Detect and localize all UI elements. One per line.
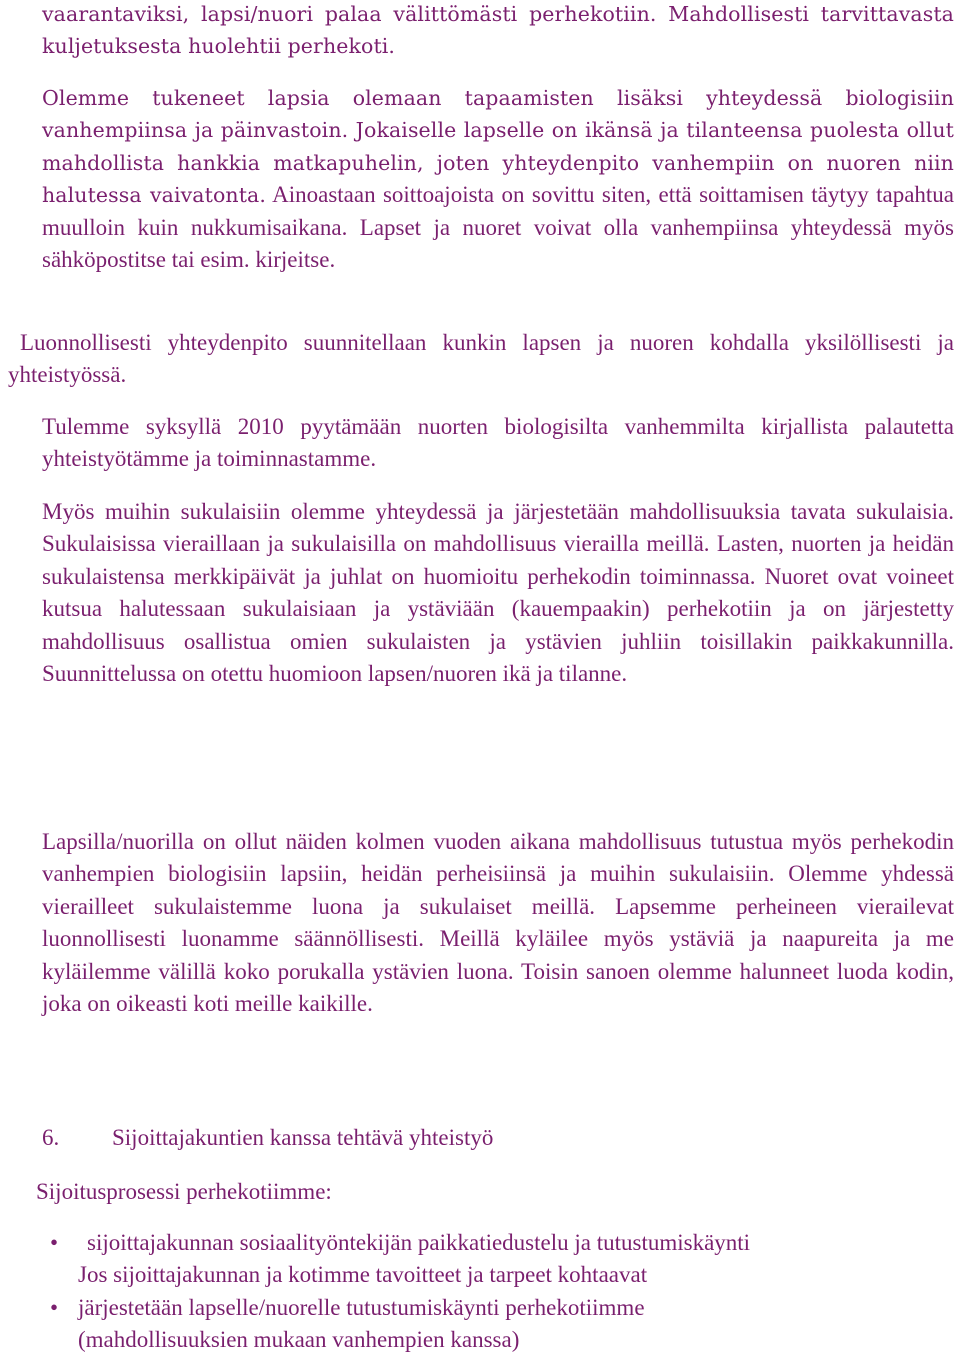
paragraph-text: Lapset ja nuoret voivat olla vanhempiinsa yhteydessä myös sähköpostitse tai esim. kirjeitse.: [42, 214, 954, 273]
paragraph: [42, 826, 954, 1020]
paragraph-text: Tulemme syksyllä 2010 pyytämään nuorten biologisilta vanhemmilta kirjallista palautetta yhteistyötämme ja toiminnastamme.: [42, 414, 954, 472]
paragraph: [42, 411, 954, 476]
bullet-list: [0, 1227, 960, 1356]
list-item-text: Jos sijoittajakunnan ja kotimme tavoitteet ja tarpeet kohtaavat: [78, 1262, 648, 1288]
section-number: 6.: [42, 1125, 60, 1150]
list-item-text: sijoittajakunnan sosiaalityöntekijän paikkatiedustelu ja tutustumiskäynti: [87, 1230, 751, 1255]
paragraph-text: Olemme tukeneet lapsia olemaan tapaamisten lisäksi yhteydessä biologisiin vanhempiinsa ja päinvastoin. Jokaiselle lapselle on ikänsä ja tilanteensa puolesta ollut mahdollista hankkia matkapuhelin, joten yhteydenpito vanhempiin on nuoren niin halutessa vaivatonta.: [42, 86, 954, 208]
bullet-icon: •: [50, 1294, 59, 1320]
list-intro: Sijoitusprosessi perhekotiimme:: [36, 1179, 332, 1204]
paragraph: [8, 327, 954, 392]
section-heading: [42, 1122, 493, 1154]
list-item-text: järjestetään lapselle/nuorelle tutustumiskäynti perhekotiimme: [78, 1294, 645, 1320]
list-item: [0, 1292, 960, 1357]
list-item: [0, 1227, 960, 1292]
list-item-text: (mahdollisuuksien mukaan vanhempien kanssa): [78, 1326, 520, 1352]
paragraph-text: Luonnollisesti yhteydenpito suunnitellaan kunkin lapsen ja nuoren kohdalla yksilöllisesti ja yhteistyössä.: [8, 330, 954, 388]
paragraph-text: Lapsilla/nuorilla on ollut näiden kolmen vuoden aikana mahdollisuus tutustua myös perhekodin vanhempien biologisiin lapsiin, heidän perheisiinsä ja muihin sukulaisiin. Olemme yhdessä vierailleet sukulaistemme luona ja sukulaiset meillä. Lapsemme perheineen vierailevat luonnollisesti luonamme säännöllisesti. Meillä kyläilee myös ystäviä ja naapureita ja me kyläilemme välillä koko porukalla ystävien luona. Toisin sanoen olemme halunneet luoda kodin, joka on oikeasti koti meille kaikille.: [42, 829, 954, 1017]
section-title: Sijoittajakuntien kanssa tehtävä yhteistyö: [112, 1125, 494, 1150]
paragraph-text: Myös muihin sukulaisiin olemme yhteydessä ja järjestetään mahdollisuuksia tavata sukulaisia. Sukulaisissa vieraillaan ja sukulaisilla on mahdollisuus vierailla meillä. Lasten, nuorten ja heidän sukulaistensa merkkipäivät ja juhlat on huomioitu perhekodin toiminnassa. Nuoret ovat voineet kutsua halutessaan sukulaisiaan ja ystäviään (kauempaakin) perhekotiin ja on järjestetty mahdollisuus osallistua omien sukulaisten ja ystävien juhliin toisillakin paikkakunnilla. Suunnittelussa on otettu huomioon lapsen/nuoren ikä ja tilanne.: [42, 499, 954, 687]
paragraph-text: vaarantaviksi, lapsi/nuori palaa välittömästi perhekotiin. Mahdollisesti tarvittavasta kuljetuksesta huolehtii perhekoti.: [42, 2, 954, 59]
paragraph: [42, 496, 954, 690]
bullet-icon: •: [50, 1230, 59, 1255]
paragraph: [42, 82, 954, 276]
paragraph-text: Ainoastaan soittoajoista on sovittu siten, että soittamisen täytyy tapahtua muulloin kuin nukkumisaikana.: [42, 182, 955, 240]
paragraph: [42, 0, 954, 63]
